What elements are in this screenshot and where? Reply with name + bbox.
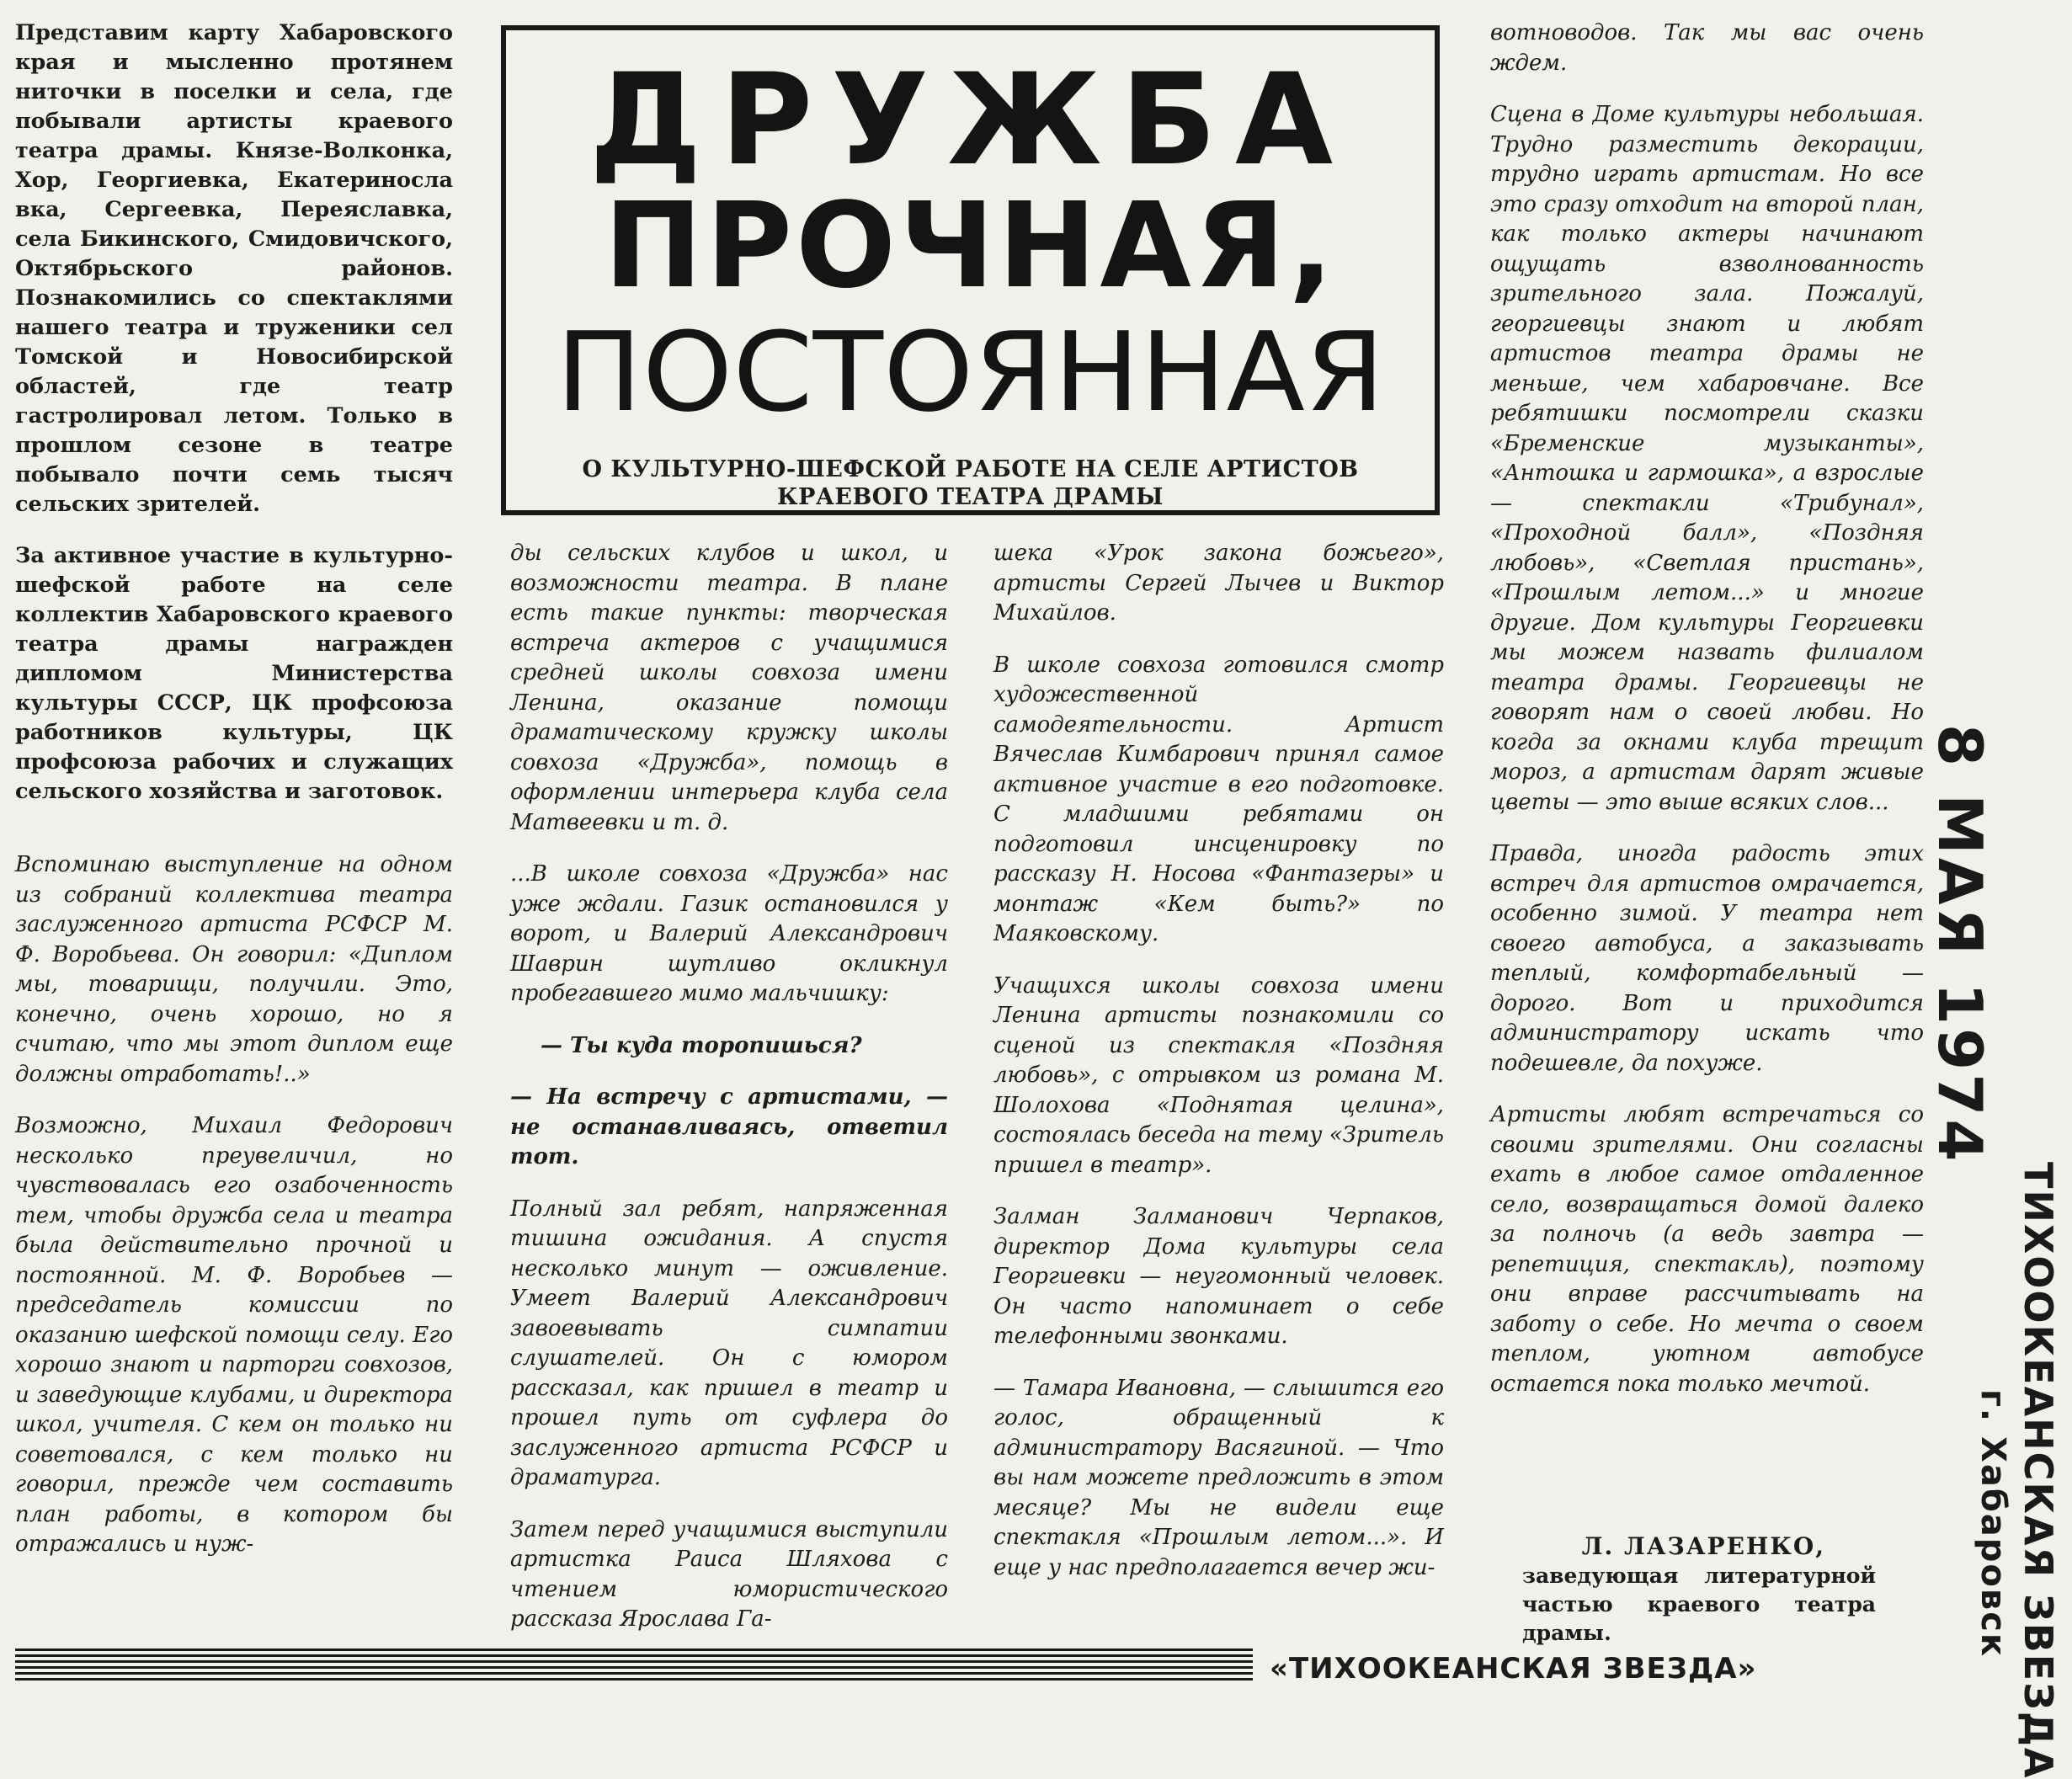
col4-paragraph-3: Правда, иногда радость этих встреч для артистов омрачается, особенно зимой. У театра нет своего автобуса, а заказывать теплый, комфортабельный — дорого. Вот и приходится администратору искать что подешевле, да похуже.	[1490, 841, 1924, 1076]
col4-paragraph-2: Сцена в Доме культуры небольшая. Трудно разместить декорации, трудно играть артистам. Но все это сразу отходит на второй план, как только актеры начинают ощущать взволнованность зрительного зала. Пожалуй, георгиевцы знают и любят артистов театра драмы не меньше, чем хабаровчане. Все ребятишки посмотрели сказки «Бременские музыканты», «Антошка и гармошка», а взрослые — спектакли «Трибунал», «Проходной балл», «Поздняя любовь», «Светлая пристань», «Прошлым летом...» и многие другие. Дом культуры Георгиевки мы можем назвать филиалом театра драмы. Георгиевцы не говорят нам о своей любви. Но когда за окнами клуба трещит мороз, а артистам дарят живые цветы — это выше всяких слов...	[1490, 102, 1924, 815]
subheadline-line-2: КРАЕВОГО ТЕАТРА ДРАМЫ	[777, 484, 1164, 510]
article-column-2	[510, 539, 948, 1657]
subheadline-line-1: О КУЛЬТУРНО-ШЕФСКОЙ РАБОТЕ НА СЕЛЕ АРТИСТОВ	[582, 456, 1359, 482]
col2-paragraph-4: — На встречу с артистами, — не останавливаясь, ответил тот.	[510, 1084, 948, 1169]
article-column-3	[993, 539, 1444, 1605]
author-name: Л. ЛАЗАРЕНКО,	[1581, 1532, 1825, 1560]
headline-line-2: ПРОЧНАЯ,	[604, 178, 1337, 315]
intro-paragraph-1: Представим карту Хабаровского края и мысленно протянем ниточки в поселки и села, где побывали артисты краевого театра драмы. Князе-Волконка, Хор, Георгиевка, Екатериносла вка, Сергеевка, Переяславка, села Бикинского, Смидовичского, Октябрьского районов. Познакомились со спектаклями нашего театра и труженики сел Томской и Новосибирской областей, где театр гастролировал летом. Только в прошлом сезоне в театре побывало почти семь тысяч сельских зрителей.	[15, 20, 453, 517]
col3-paragraph-5: — Тамара Ивановна, — слышится его голос, обращенный к администратору Васягиной. — Что вы нам можете предложить в этом месяце? Мы не видели еще спектакля «Прошлым летом...». И еще у нас предполагается вечер жи-	[993, 1375, 1444, 1580]
col3-paragraph-1: шека «Урок закона божьего», артисты Сергей Лычев и Виктор Михайлов.	[993, 541, 1444, 626]
author-role: заведующая литературной частью краевого театра драмы.	[1522, 1563, 1876, 1645]
col3-paragraph-3: Учащихся школы совхоза имени Ленина артисты познакомили со сценой из спектакля «Поздняя любовь», с отрывком из романа М. Шолохова «Поднятая целина», состоялась беседа на тему «Зритель пришел в театр».	[993, 972, 1444, 1178]
stamp-newspaper-name: ТИХООКЕАНСКАЯ ЗВЕЗДА	[2016, 1162, 2061, 1779]
col1-paragraph-2: Возможно, Михаил Федорович несколько преувеличил, но чувствовалась его озабоченность тем, чтобы дружба села и театра была действительно прочной и постоянной. М. Ф. Воробьев — председатель комиссии по оказанию шефской помощи селу. Его хорошо знают и парторги совхозов, и заведующие клубами, и директора школ, учителя. С кем он только ни советовался, с кем только ни говорил, прежде чем составить план работы, в котором бы отражались и нуж-	[15, 1113, 453, 1557]
subheadline	[523, 455, 1418, 511]
author-signature	[1522, 1532, 1876, 1648]
col4-paragraph-1: вотноводов. Так мы вас очень ждем.	[1490, 20, 1924, 76]
headline-box	[501, 25, 1440, 515]
article-column-4	[1490, 19, 1924, 1421]
col2-paragraph-5: Полный зал ребят, напряженная тишина ожидания. А спустя несколько минут — оживление. Умеет Валерий Александрович завоевывать симпатии слушателей. Он с юмором рассказал, как пришел в театр и прошел путь от суфлера до заслуженного артиста РСФСР и драматурга.	[510, 1196, 948, 1490]
intro-column	[15, 19, 453, 822]
col4-paragraph-4: Артисты любят встречаться со своими зрителями. Они согласны ехать в любое самое отдаленное село, возвращаться домой далеко за полночь (а ведь завтра — репетиция, спектакль), поэтому они вправе рассчитывать на заботу о себе. Но мечта о своем теплом, уютном автобусе остается пока только мечтой.	[1490, 1102, 1924, 1397]
col2-paragraph-2: ...В школе совхоза «Дружба» нас уже ждали. Газик остановился у ворот, и Валерий Александрович Шаврин шутливо окликнул пробегавшего мимо мальчишку:	[510, 861, 948, 1006]
col3-paragraph-4: Залман Залманович Черпаков, директор Дома культуры села Георгиевки — неугомонный человек. Он часто напоминает о себе телефонными звонками.	[993, 1204, 1444, 1349]
stamp-city: г. Хабаровск	[1973, 1389, 2012, 1659]
col1-paragraph-1: Вспоминаю выступление на одном из собраний коллектива театра заслуженного артиста РСФСР М. Ф. Воробьева. Он говорил: «Диплом мы, товарищи, получили. Это, конечно, очень хорошо, но я считаю, что мы этот диплом еще должны отработать!..»	[15, 852, 453, 1087]
col2-paragraph-6: Затем перед учащимися выступили артистка Раиса Шляхова с чтением юмористического рассказа Ярослава Га-	[510, 1516, 948, 1632]
col3-paragraph-2: В школе совхоза готовился смотр художественной самодеятельности. Артист Вячеслав Кимбарович принял самое активное участие в его подготовке. С младшими ребятами он подготовил инсценировку по рассказу Н. Носова «Фантазеры» и монтаж «Кем быть?» по Маяковскому.	[993, 652, 1444, 946]
headline-line-1: ДРУЖБА	[589, 47, 1352, 194]
headline-line-3: ПОСТОЯННАЯ	[556, 308, 1385, 436]
footer-rule	[15, 1649, 1253, 1682]
col2-paragraph-3: — Ты куда торопишься?	[541, 1032, 862, 1058]
newspaper-masthead: «ТИХООКЕАНСКАЯ ЗВЕЗДА»	[1270, 1652, 1757, 1686]
intro-paragraph-2: За активное участие в культурно-шефской работе на селе коллектив Хабаровского краевого театра драмы награжден дипломом Министерства культуры СССР, ЦК профсоюза работников культуры, ЦК профсоюза рабочих и служащих сельского хозяйства и заготовок.	[15, 543, 453, 804]
col2-paragraph-1: ды сельских клубов и школ, и возможности театра. В плане есть такие пункты: творческая встреча актеров с учащимися средней школы совхоза имени Ленина, оказание помощи драматическому кружку школы совхоза «Дружба», помощь в оформлении интерьера клуба села Матвеевки и т. д.	[510, 541, 948, 835]
article-column-1	[15, 850, 453, 1582]
stamp-date: 8 МАЯ 1974	[1925, 724, 1995, 1165]
